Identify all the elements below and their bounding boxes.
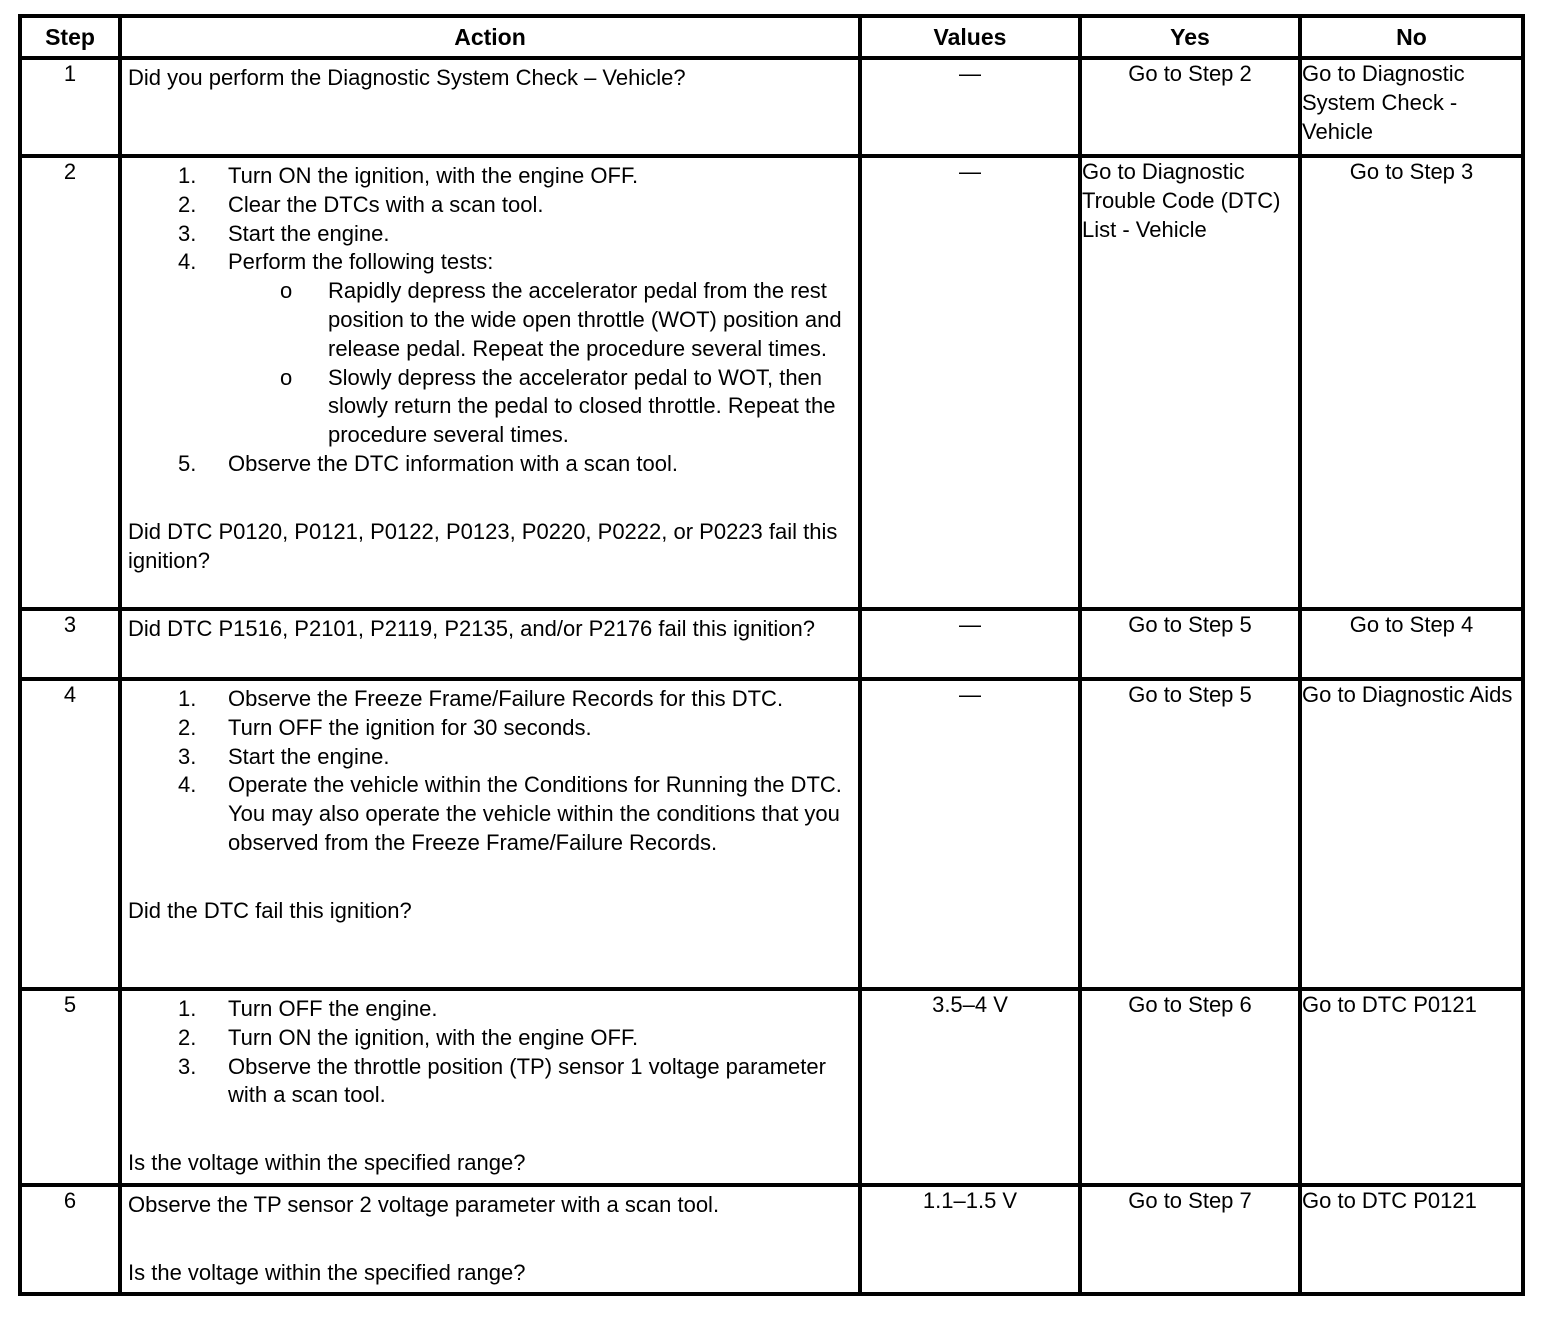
instruction-list <box>128 685 852 858</box>
list-text: Turn ON the ignition, with the engine OFF. <box>228 1024 639 1050</box>
question-text: Did you perform the Diagnostic System Check – Vehicle? <box>128 65 686 90</box>
list-number: 2. <box>178 191 197 217</box>
question-text: Did DTC P0120, P0121, P0122, P0123, P0220, P0222, or P0223 fail this ignition? <box>128 518 838 573</box>
list-item <box>128 771 852 857</box>
no-cell: Go to Diagnostic Aids <box>1300 679 1523 989</box>
list-item <box>128 743 852 772</box>
header-action: Action <box>120 16 860 58</box>
action-cell <box>120 679 860 989</box>
step-number: 5 <box>20 989 120 1185</box>
question-text: Did the DTC fail this ignition? <box>128 897 412 923</box>
sub-text: Slowly depress the accelerator pedal to WOT, then slowly return the pedal to closed throttle. Repeat the procedure several times. <box>328 364 836 448</box>
bullet-icon: o <box>280 364 293 390</box>
subtest-list <box>228 277 852 450</box>
list-item <box>128 248 852 450</box>
list-item <box>128 162 852 191</box>
yes-cell: Go to Diagnostic Trouble Code (DTC) List - Vehicle <box>1080 156 1300 609</box>
list-text: Start the engine. <box>228 220 390 246</box>
action-cell <box>120 609 860 679</box>
yes-cell: Go to Step 6 <box>1080 989 1300 1185</box>
step-number: 6 <box>20 1185 120 1294</box>
list-text: Turn OFF the engine. <box>228 996 438 1021</box>
list-item <box>128 450 852 479</box>
question-text: Is the voltage within the specified range? <box>128 1259 526 1285</box>
action-cell <box>120 58 860 156</box>
header-values: Values <box>860 16 1080 58</box>
list-item <box>128 1024 852 1053</box>
list-text: Observe the DTC information with a scan tool. <box>228 450 678 476</box>
list-number: 1. <box>178 686 197 711</box>
list-text: Clear the DTCs with a scan tool. <box>228 191 544 217</box>
table-row <box>20 156 1523 609</box>
list-text: Observe the throttle position (TP) sensor 1 voltage parameter with a scan tool. <box>228 1053 826 1108</box>
step-number: 2 <box>20 156 120 609</box>
list-text: Perform the following tests: <box>228 249 494 275</box>
table-row <box>20 989 1523 1185</box>
list-number: 2. <box>178 1024 197 1050</box>
list-item <box>128 191 852 220</box>
question-text: Did DTC P1516, P2101, P2119, P2135, and/or P2176 fail this ignition? <box>128 616 815 641</box>
header-yes: Yes <box>1080 16 1300 58</box>
list-text: Start the engine. <box>228 743 390 769</box>
list-number: 5. <box>178 450 197 476</box>
list-text: Observe the Freeze Frame/Failure Records for this DTC. <box>228 686 784 711</box>
list-text: Operate the vehicle within the Conditions for Running the DTC. You may also operate the vehicle within the conditions that you observed from the Freeze Frame/Failure Records. <box>228 772 842 855</box>
value-cell: — <box>860 679 1080 989</box>
list-item <box>128 220 852 249</box>
no-cell: Go to DTC P0121 <box>1300 1185 1523 1294</box>
bullet-icon: o <box>280 278 293 304</box>
list-item <box>128 1053 852 1111</box>
no-cell: Go to DTC P0121 <box>1300 989 1523 1185</box>
action-cell <box>120 1185 860 1294</box>
header-no: No <box>1300 16 1523 58</box>
header-row <box>20 16 1523 58</box>
list-number: 2. <box>178 714 197 740</box>
value-cell: — <box>860 156 1080 609</box>
no-cell: Go to Diagnostic System Check - Vehicle <box>1300 58 1523 156</box>
yes-cell: Go to Step 7 <box>1080 1185 1300 1294</box>
sub-item <box>228 364 852 450</box>
list-text: Turn ON the ignition, with the engine OFF. <box>228 163 639 188</box>
action-cell <box>120 156 860 609</box>
step-number: 1 <box>20 58 120 156</box>
diagnostic-table <box>18 14 1525 1296</box>
list-item <box>128 995 852 1024</box>
list-number: 1. <box>178 163 197 188</box>
list-number: 4. <box>178 772 197 798</box>
table-row <box>20 609 1523 679</box>
list-number: 3. <box>178 1053 197 1079</box>
value-cell: 1.1–1.5 V <box>860 1185 1080 1294</box>
yes-cell: Go to Step 5 <box>1080 679 1300 989</box>
list-number: 3. <box>178 743 197 769</box>
yes-cell: Go to Step 2 <box>1080 58 1300 156</box>
instruction-text: Observe the TP sensor 2 voltage parameter with a scan tool. <box>128 1192 720 1217</box>
question-text: Is the voltage within the specified range? <box>128 1150 526 1176</box>
yes-cell: Go to Step 5 <box>1080 609 1300 679</box>
instruction-list <box>128 162 852 479</box>
table-row <box>20 58 1523 156</box>
list-item <box>128 714 852 743</box>
action-cell <box>120 989 860 1185</box>
step-number: 4 <box>20 679 120 989</box>
header-step: Step <box>20 16 120 58</box>
table-row <box>20 679 1523 989</box>
sub-text: Rapidly depress the accelerator pedal from the rest position to the wide open throttle (WOT) position and release pedal. Repeat the procedure several times. <box>328 278 842 361</box>
value-cell: — <box>860 58 1080 156</box>
list-text: Turn OFF the ignition for 30 seconds. <box>228 714 592 740</box>
list-number: 1. <box>178 996 197 1021</box>
step-number: 3 <box>20 609 120 679</box>
value-cell: 3.5–4 V <box>860 989 1080 1185</box>
no-cell: Go to Step 4 <box>1300 609 1523 679</box>
list-item <box>128 685 852 714</box>
list-number: 3. <box>178 220 197 246</box>
no-cell: Go to Step 3 <box>1300 156 1523 609</box>
list-number: 4. <box>178 249 197 275</box>
sub-item <box>228 277 852 363</box>
value-cell: — <box>860 609 1080 679</box>
instruction-list <box>128 995 852 1110</box>
table-row <box>20 1185 1523 1294</box>
